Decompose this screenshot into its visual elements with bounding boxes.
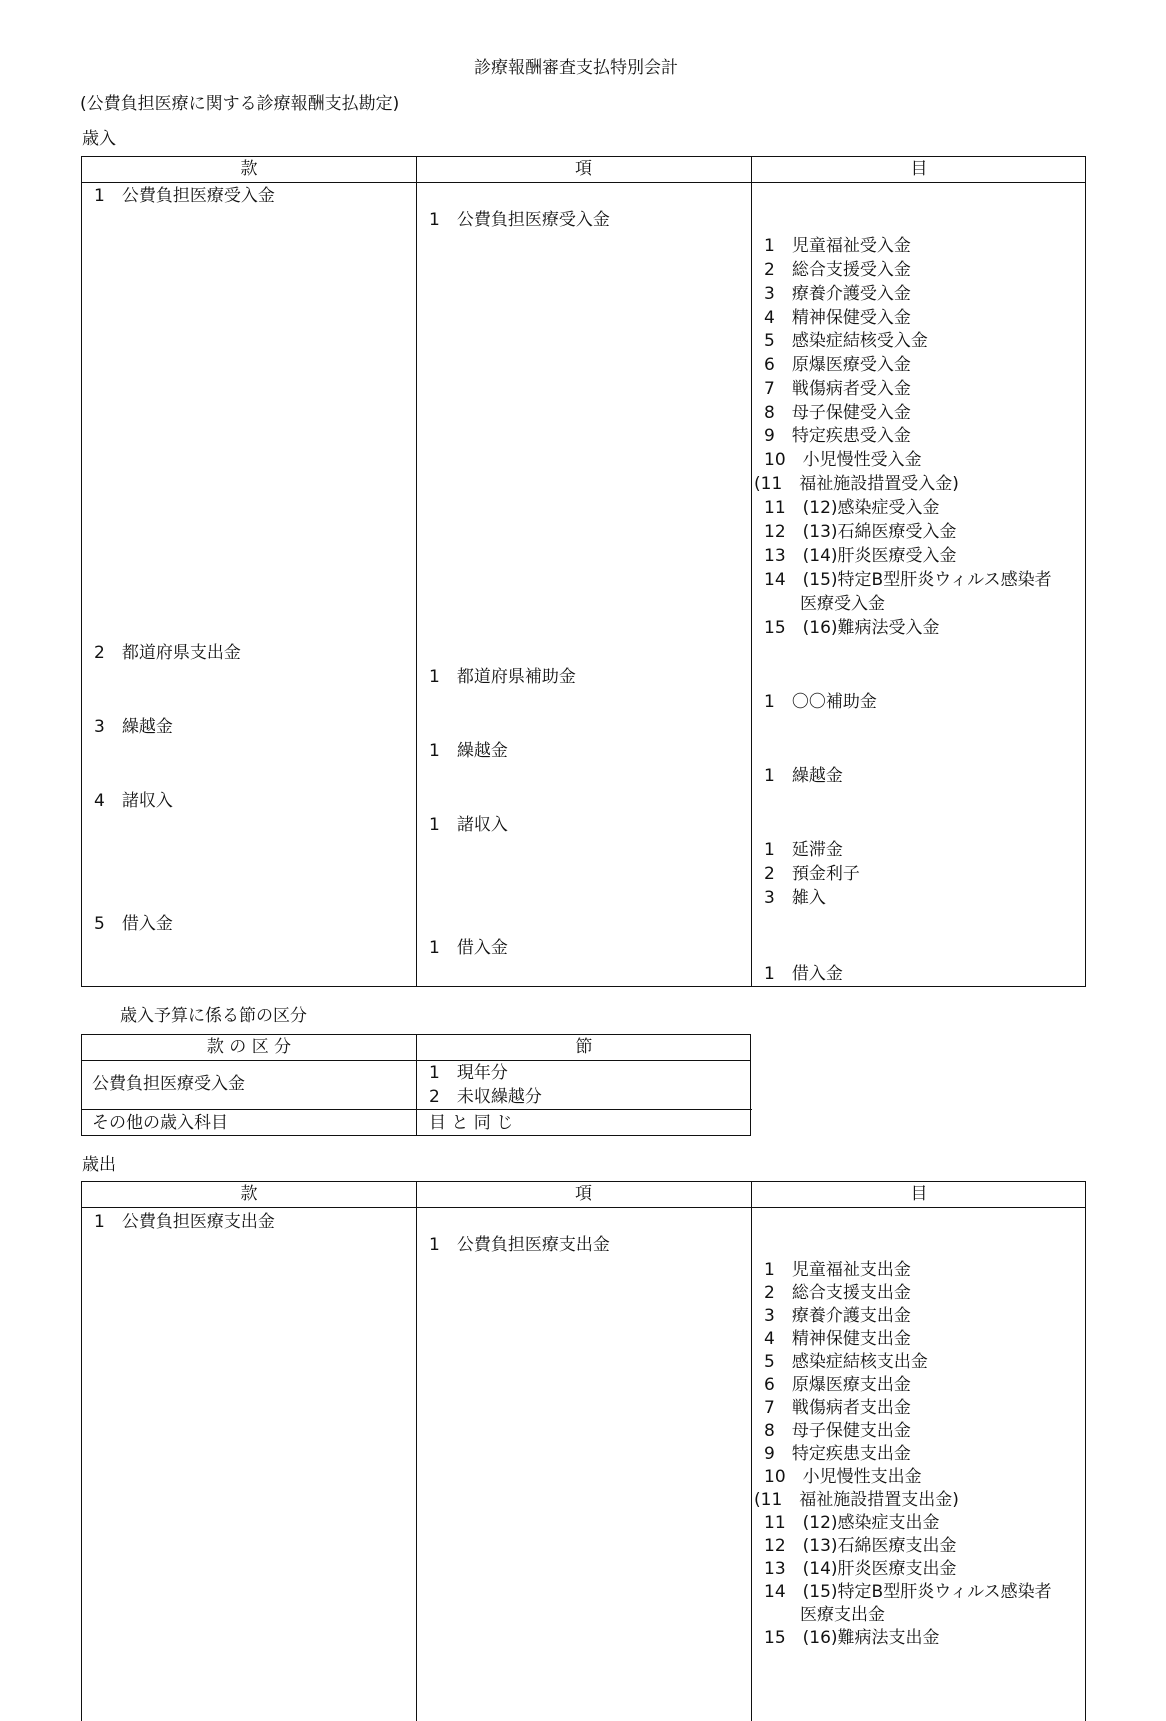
revenue-moku-item: 2 預金利子	[764, 864, 860, 884]
revenue-moku-item: 10 小児慢性受入金	[764, 450, 922, 470]
revenue-header-kan: 款	[240, 159, 258, 179]
revenue-moku-item: 1 繰越金	[764, 766, 843, 786]
expenditure-moku-item: 10 小児慢性支出金	[764, 1467, 922, 1487]
expenditure-moku-item: 5 感染症結核支出金	[764, 1352, 928, 1372]
section-row2-value: 目 と 同 じ	[429, 1113, 514, 1133]
revenue-moku-item: 6 原爆医療受入金	[764, 355, 911, 375]
expenditure-moku-item: 2 総合支援支出金	[764, 1283, 911, 1303]
expenditure-moku-item: 医療支出金	[800, 1605, 885, 1625]
revenue-kan-item: 5 借入金	[94, 914, 173, 934]
expenditure-moku-item: 9 特定疾患支出金	[764, 1444, 911, 1464]
revenue-moku-item: 2 総合支援受入金	[764, 260, 911, 280]
revenue-kan-item: 3 繰越金	[94, 717, 173, 737]
revenue-moku-item: 9 特定疾患受入金	[764, 426, 911, 446]
revenue-kou-item: 1 公費負担医療受入金	[429, 210, 610, 230]
expenditure-table	[81, 1181, 1086, 1721]
expenditure-moku-item: 15 (16)難病法支出金	[764, 1628, 940, 1648]
revenue-moku-item: 11 (12)感染症受入金	[764, 498, 940, 518]
expenditure-moku-item: 7 戦傷病者支出金	[764, 1398, 911, 1418]
expenditure-kan-item: 1 公費負担医療支出金	[94, 1212, 275, 1232]
section-header-setsu: 節	[575, 1037, 593, 1057]
expenditure-moku-item: (11 福祉施設措置支出金)	[754, 1490, 959, 1510]
section-row2-label: その他の歳入科目	[92, 1113, 228, 1133]
section-row1-item: 1 現年分	[429, 1063, 508, 1083]
page-subtitle: (公費負担医療に関する診療報酬支払勘定)	[80, 94, 400, 114]
revenue-kou-item: 1 都道府県補助金	[429, 667, 576, 687]
revenue-kou-item: 1 繰越金	[429, 741, 508, 761]
expenditure-header-kan: 款	[240, 1184, 258, 1204]
revenue-moku-item: 8 母子保健受入金	[764, 403, 911, 423]
expenditure-moku-item: 14 (15)特定B型肝炎ウィルス感染者	[764, 1582, 1052, 1602]
revenue-header-kou: 項	[575, 159, 592, 179]
revenue-table	[81, 156, 1086, 987]
revenue-heading: 歳入	[82, 129, 116, 149]
revenue-kan-item: 4 諸収入	[94, 791, 173, 811]
revenue-moku-item: 1 〇〇補助金	[764, 692, 877, 712]
revenue-header-moku: 目	[910, 159, 928, 179]
expenditure-moku-item: 4 精神保健支出金	[764, 1329, 911, 1349]
revenue-moku-item: 5 感染症結核受入金	[764, 331, 928, 351]
expenditure-moku-item: 1 児童福祉支出金	[764, 1260, 911, 1280]
revenue-moku-item: 7 戦傷病者受入金	[764, 379, 911, 399]
revenue-kou-item: 1 諸収入	[429, 815, 508, 835]
revenue-moku-item: 3 療養介護受入金	[764, 284, 911, 304]
expenditure-header-kou: 項	[575, 1184, 592, 1204]
revenue-moku-item: 4 精神保健受入金	[764, 308, 911, 328]
revenue-moku-item: 1 借入金	[764, 964, 843, 984]
section-row1-item: 2 未収繰越分	[429, 1087, 542, 1107]
expenditure-moku-item: 13 (14)肝炎医療支出金	[764, 1559, 957, 1579]
section-table	[81, 1034, 751, 1136]
expenditure-moku-item: 3 療養介護支出金	[764, 1306, 911, 1326]
section-header-kubun: 款 の 区 分	[206, 1037, 292, 1057]
section-row1-label: 公費負担医療受入金	[92, 1074, 245, 1094]
revenue-moku-item: 14 (15)特定B型肝炎ウィルス感染者	[764, 570, 1052, 590]
section-heading: 歳入予算に係る節の区分	[120, 1006, 307, 1026]
expenditure-moku-item: 6 原爆医療支出金	[764, 1375, 911, 1395]
expenditure-moku-item: 11 (12)感染症支出金	[764, 1513, 940, 1533]
revenue-kan-item: 1 公費負担医療受入金	[94, 186, 275, 206]
revenue-moku-item: 15 (16)難病法受入金	[764, 618, 940, 638]
expenditure-header-moku: 目	[910, 1184, 928, 1204]
expenditure-kou-item: 1 公費負担医療支出金	[429, 1235, 610, 1255]
revenue-moku-item: 1 延滞金	[764, 840, 843, 860]
expenditure-moku-item: 12 (13)石綿医療支出金	[764, 1536, 957, 1556]
revenue-moku-item: 13 (14)肝炎医療受入金	[764, 546, 957, 566]
expenditure-heading: 歳出	[82, 1155, 116, 1175]
revenue-kou-item: 1 借入金	[429, 938, 508, 958]
revenue-kan-item: 2 都道府県支出金	[94, 643, 241, 663]
revenue-moku-item: 1 児童福祉受入金	[764, 236, 911, 256]
revenue-moku-item: 3 雑入	[764, 888, 826, 908]
revenue-moku-item: 12 (13)石綿医療受入金	[764, 522, 957, 542]
page-title: 診療報酬審査支払特別会計	[474, 58, 678, 78]
revenue-moku-item: (11 福祉施設措置受入金)	[754, 474, 959, 494]
expenditure-moku-item: 8 母子保健支出金	[764, 1421, 911, 1441]
revenue-moku-item: 医療受入金	[800, 594, 885, 614]
